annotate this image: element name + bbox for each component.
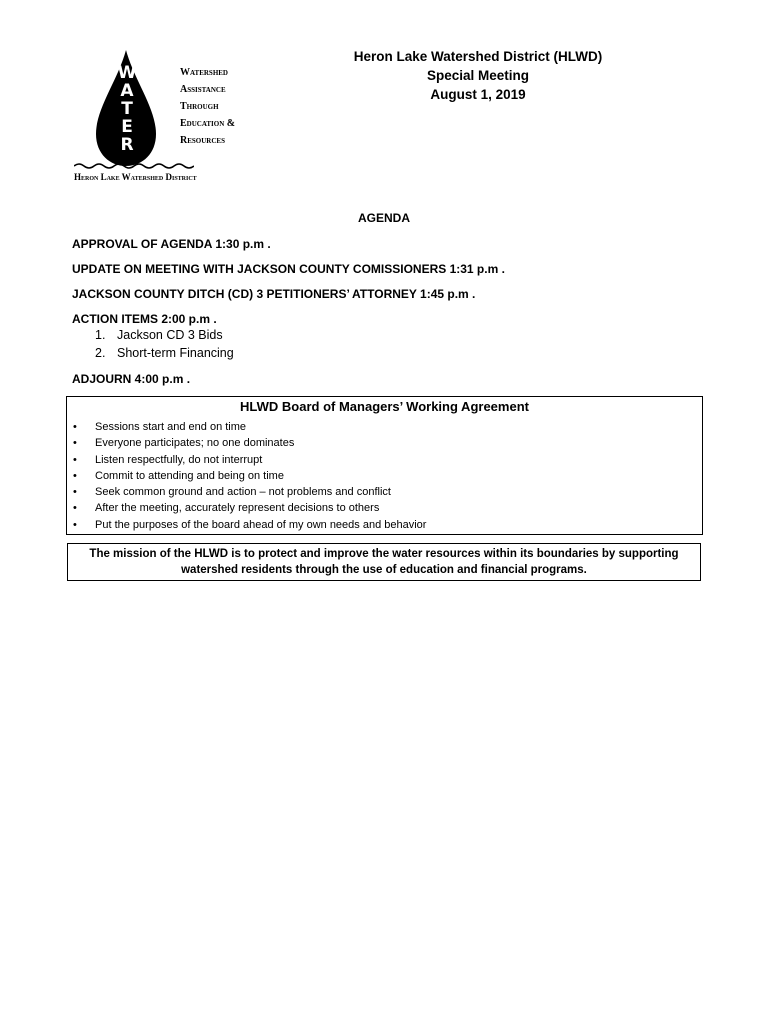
agenda-item: APPROVAL OF AGENDA 1:30 p.m . (72, 237, 271, 251)
working-agreement-title: HLWD Board of Managers’ Working Agreement (240, 399, 529, 414)
agenda-item: ADJOURN 4:00 p.m . (72, 372, 191, 386)
subitem-number: 1. (95, 328, 106, 342)
logo-word: Watershed (180, 67, 228, 78)
mission-line: watershed residents through the use of education and financial programs. (181, 564, 587, 576)
bullet-icon: • (73, 421, 77, 433)
list-item-text: Commit to attending and being on time (95, 469, 284, 482)
list-item (73, 468, 426, 484)
list-item (73, 500, 426, 516)
bullet-icon: • (73, 437, 77, 450)
logo-word: Through (180, 101, 219, 112)
list-item-text: After the meeting, accurately represent decisions to others (95, 502, 380, 515)
subitem-text: Jackson CD 3 Bids (117, 328, 223, 342)
logo-words (180, 64, 235, 149)
bullet-icon: • (73, 486, 77, 499)
list-item (73, 419, 426, 435)
list-item (73, 435, 426, 451)
bullet-icon: • (73, 453, 77, 466)
meeting-header (300, 47, 656, 104)
subitem-number: 2. (95, 346, 106, 360)
list-item-text: Everyone participates; no one dominates (95, 437, 295, 450)
list-item-text: Put the purposes of the board ahead of my own needs and behavior (95, 518, 427, 531)
mission-box (67, 543, 701, 581)
logo-word: Assistance (180, 84, 226, 95)
logo-caption: Heron Lake Watershed District (74, 172, 197, 182)
hlwd-water-logo (68, 46, 248, 194)
water-acronym: WATER (117, 63, 137, 155)
list-item-text: Seek common ground and action – not problems and conflict (95, 486, 391, 499)
subitem-text: Short-term Financing (117, 346, 234, 360)
agenda-item: UPDATE ON MEETING WITH JACKSON COUNTY COMISSIONERS 1:31 p.m . (72, 262, 505, 276)
bullet-icon: • (73, 469, 77, 482)
list-item (73, 517, 426, 533)
bullet-icon: • (73, 502, 77, 515)
agenda-title: AGENDA (357, 211, 410, 225)
list-item-text: Listen respectfully, do not interrupt (95, 453, 263, 466)
district-name: Heron Lake Watershed District (HLWD) (353, 49, 603, 64)
agenda-item: ACTION ITEMS 2:00 p.m . (72, 312, 217, 326)
agenda-item: JACKSON COUNTY DITCH (CD) 3 PETITIONERS’ ATTORNEY 1:45 p.m . (72, 287, 476, 301)
action-subitem (95, 346, 234, 360)
meeting-type: Special Meeting (426, 68, 530, 83)
wave-line-icon (74, 162, 194, 170)
action-subitem (95, 328, 223, 342)
mission-line: The mission of the HLWD is to protect and improve the water resources within its boundaries by supporting (89, 548, 679, 560)
list-item-text: Sessions start and end on time (95, 421, 247, 433)
list-item (73, 484, 426, 500)
list-item (73, 452, 426, 468)
logo-word: Education & (180, 118, 236, 129)
working-agreement-box (66, 396, 703, 535)
meeting-date: August 1, 2019 (430, 87, 526, 102)
working-agreement-list (73, 419, 426, 533)
bullet-icon: • (73, 518, 77, 531)
logo-word: Resources (180, 135, 225, 146)
mission-statement (68, 546, 700, 578)
